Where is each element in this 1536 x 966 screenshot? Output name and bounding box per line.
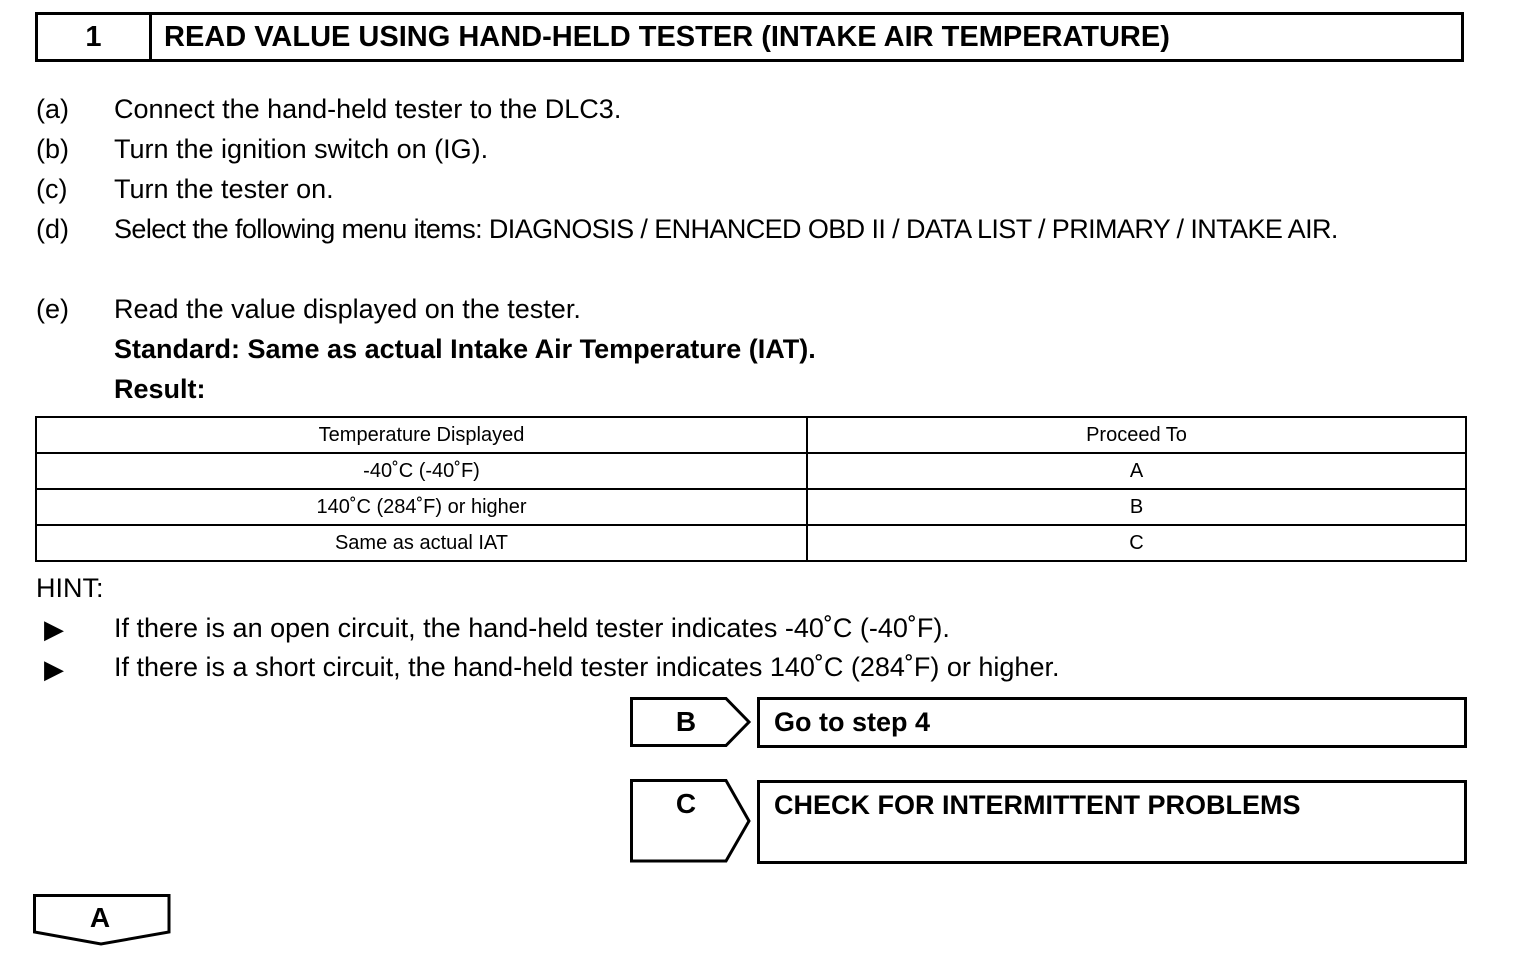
result-table bbox=[35, 416, 1467, 562]
procedure-text: Turn the tester on. bbox=[114, 174, 334, 204]
procedure-label: (a) bbox=[36, 94, 69, 124]
procedure-label: (b) bbox=[36, 134, 69, 164]
table-row bbox=[36, 489, 1466, 525]
procedure-label: (d) bbox=[36, 214, 69, 244]
table-header-temperature: Temperature Displayed bbox=[36, 417, 807, 453]
procedure-text: Read the value displayed on the tester. bbox=[114, 294, 581, 324]
step-header bbox=[35, 12, 1464, 62]
table-cell-temperature: Same as actual IAT bbox=[36, 525, 807, 561]
continue-code-a: A bbox=[89, 902, 111, 933]
hint-label: HINT: bbox=[36, 573, 104, 603]
table-cell-proceed: C bbox=[807, 525, 1466, 561]
procedure-list bbox=[0, 89, 1536, 409]
step-title: READ VALUE USING HAND-HELD TESTER (INTAKE AIR TEMPERATURE) bbox=[164, 20, 1170, 53]
procedure-text: Select the following menu items: DIAGNOSIS / ENHANCED OBD II / DATA LIST / PRIMARY / INTAKE AIR. bbox=[114, 214, 1338, 244]
bullet-arrow-icon: ▶ bbox=[44, 654, 64, 684]
table-cell-temperature: 140˚C (284˚F) or higher bbox=[36, 489, 807, 525]
procedure-text: Connect the hand-held tester to the DLC3. bbox=[114, 94, 622, 124]
table-row bbox=[36, 525, 1466, 561]
procedure-text: Turn the ignition switch on (IG). bbox=[114, 134, 489, 164]
result-label: Result: bbox=[114, 374, 206, 404]
branch-destination-c: CHECK FOR INTERMITTENT PROBLEMS bbox=[757, 780, 1467, 864]
table-header-row bbox=[36, 417, 1466, 453]
procedure-label: (e) bbox=[36, 294, 69, 324]
hint-item: If there is a short circuit, the hand-held tester indicates 140˚C (284˚F) or higher. bbox=[114, 652, 1060, 682]
table-header-proceed: Proceed To bbox=[807, 417, 1466, 453]
branch-code-b: B bbox=[675, 706, 697, 737]
hint-item: If there is an open circuit, the hand-held tester indicates -40˚C (-40˚F). bbox=[114, 613, 950, 643]
branch-destination-b: Go to step 4 bbox=[757, 697, 1467, 748]
standard-text: Standard: Same as actual Intake Air Temperature (IAT). bbox=[114, 334, 816, 364]
procedure-label: (c) bbox=[36, 174, 68, 204]
step-number: 1 bbox=[38, 15, 152, 59]
table-cell-temperature: -40˚C (-40˚F) bbox=[36, 453, 807, 489]
table-cell-proceed: B bbox=[807, 489, 1466, 525]
branch-code-c: C bbox=[675, 788, 697, 819]
table-cell-proceed: A bbox=[807, 453, 1466, 489]
bullet-arrow-icon: ▶ bbox=[44, 614, 64, 644]
table-row bbox=[36, 453, 1466, 489]
